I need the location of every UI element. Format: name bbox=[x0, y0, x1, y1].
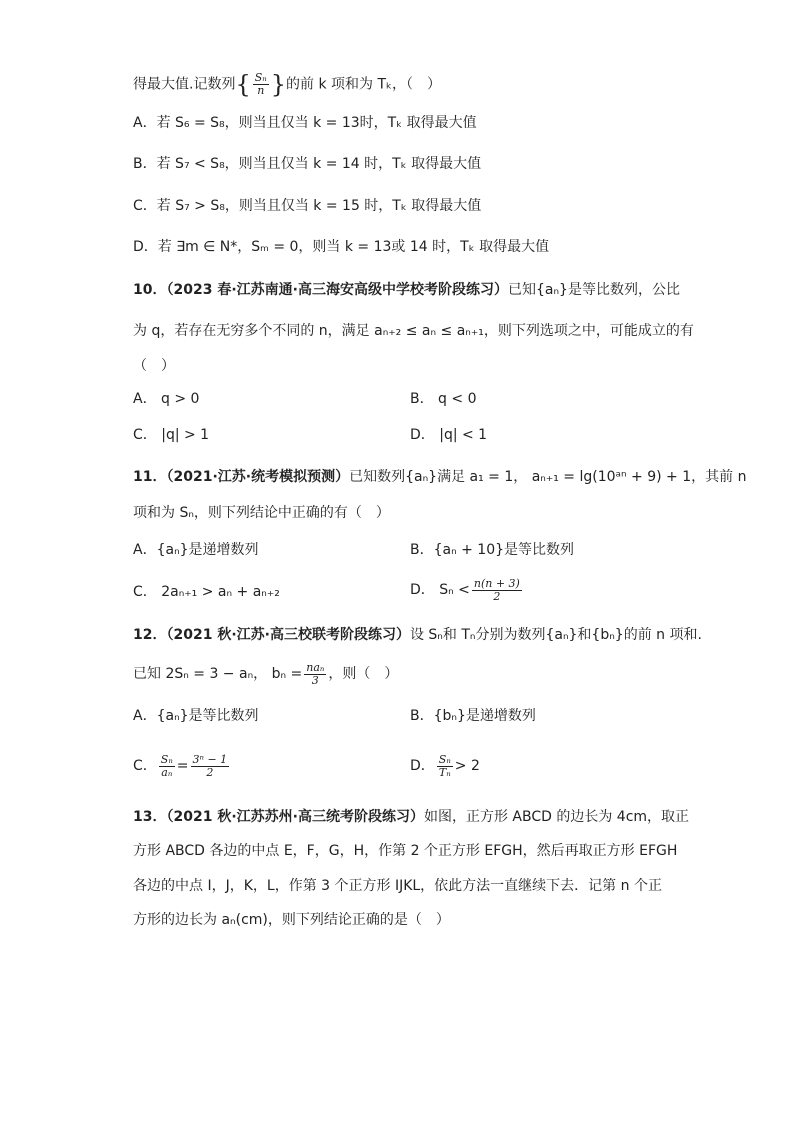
q10-stem1: 已知{aₙ}是等比数列，公比 bbox=[507, 282, 680, 298]
q13-stem-line1 bbox=[133, 807, 689, 827]
q11-option-d[interactable] bbox=[410, 576, 524, 604]
q12-option-c-equals: = bbox=[176, 758, 189, 774]
q9-stem-a: 得最大值.记数列 bbox=[133, 76, 236, 93]
q11-source: （2021·江苏·统考模拟预测） bbox=[166, 469, 350, 485]
q12-option-c-label: C． bbox=[133, 758, 157, 774]
q12-option-d-fraction: $\frac{\text{Sₙ}}{\text{Tₙ}}$ bbox=[438, 752, 451, 779]
q9-option-d[interactable]: D．若 ∃m ∈ N*，Sₘ = 0，则当 k = 13或 14 时，Tₖ 取得最大值 bbox=[133, 239, 550, 255]
q13-source: （2021 秋·江苏苏州·高三统考阶段练习） bbox=[166, 809, 424, 825]
q12-option-b[interactable]: B．{bₙ}是递增数列 bbox=[410, 708, 536, 724]
q10-stem-line1 bbox=[133, 280, 680, 300]
q12-option-d-ineq: > 2 bbox=[454, 758, 480, 774]
q12-option-c-left-fraction: $\frac{\text{Sₙ}}{\text{aₙ}}$ bbox=[160, 752, 173, 779]
q10-option-b[interactable]: B． q < 0 bbox=[410, 391, 477, 407]
q13-stem-line4: 方形的边长为 aₙ(cm)，则下列结论正确的是（ ） bbox=[133, 912, 450, 928]
q11-option-c[interactable]: C． 2aₙ₊₁ > aₙ + aₙ₊₂ bbox=[133, 584, 280, 600]
q11-option-d-fraction: $\frac{n(n + 3)}{2}$ bbox=[473, 576, 520, 603]
q13-number: 13． bbox=[133, 809, 167, 825]
q11-stem-line2: 项和为 Sₙ，则下列结论中正确的有（ ） bbox=[133, 505, 390, 521]
q12-stem1: 设 Sₙ和 Tₙ分别为数列{aₙ}和{bₙ}的前 n 项和. bbox=[409, 627, 702, 643]
q9-option-b[interactable]: B．若 S₇ < S₈，则当且仅当 k = 14 时，Tₖ 取得最大值 bbox=[133, 156, 482, 172]
q12-stem-line1 bbox=[133, 625, 702, 645]
q12-stem2b: ，则（ ） bbox=[328, 666, 399, 682]
right-brace: } bbox=[270, 70, 287, 99]
q13-stem-line3: 各边的中点 I，J，K，L，作第 3 个正方形 IJKL，依此方法一直继续下去．记第 n 个正 bbox=[133, 878, 662, 894]
q10-option-c[interactable]: C． |q| > 1 bbox=[133, 427, 210, 443]
q12-option-a[interactable]: A．{aₙ}是等比数列 bbox=[133, 708, 259, 724]
q12-option-d-label: D． bbox=[410, 758, 435, 774]
q10-option-a[interactable]: A． q > 0 bbox=[133, 391, 200, 407]
q12-number: 12． bbox=[133, 627, 167, 643]
left-brace: { bbox=[235, 70, 251, 99]
q9-stem-b: 的前 k 项和为 Tₖ，（ ） bbox=[286, 76, 441, 93]
q12-option-d[interactable] bbox=[410, 752, 480, 780]
q10-source: （2023 春·江苏南通·高三海安高级中学校考阶段练习） bbox=[166, 282, 508, 298]
q13-stem-line2: 方形 ABCD 各边的中点 E，F，G，H，作第 2 个正方形 EFGH，然后再取正方形 EFGH bbox=[133, 843, 678, 859]
q12-stem-line2 bbox=[133, 660, 398, 688]
q12-option-c-right-fraction: $\frac{\text{3ⁿ − 1}}{2}$ bbox=[192, 752, 228, 779]
q9-stem bbox=[133, 72, 441, 97]
q11-option-a[interactable]: A．{aₙ}是递增数列 bbox=[133, 542, 259, 558]
q11-number: 11． bbox=[133, 469, 167, 485]
q10-stem-line2: 为 q，若存在无穷多个不同的 n，满足 aₙ₊₂ ≤ aₙ ≤ aₙ₊₁，则下列选项之中，可能成立的有 bbox=[133, 323, 694, 339]
seq-fraction: $\frac{\text{Sₙ}}{n}$ bbox=[254, 71, 267, 97]
q12-stem2a: 已知 2Sₙ = 3 − aₙ， bₙ = bbox=[133, 666, 303, 682]
q10-stem-line3: （ ） bbox=[133, 358, 175, 374]
q9-option-a[interactable]: A．若 S₆ = S₈，则当且仅当 k = 13时，Tₖ 取得最大值 bbox=[133, 115, 477, 131]
q12-b-fraction: $\frac{\text{naₙ}}{3}$ bbox=[306, 660, 325, 687]
q11-stem-line1 bbox=[133, 467, 746, 487]
q12-source: （2021 秋·江苏·高三校联考阶段练习） bbox=[166, 627, 410, 643]
q11-stem1: 已知数列{aₙ}满足 a₁ = 1， aₙ₊₁ = lg(10ᵃⁿ + 9) + 1，其前 n bbox=[349, 469, 747, 485]
q13-stem1: 如图，正方形 ABCD 的边长为 4cm，取正 bbox=[423, 809, 690, 825]
q11-option-b[interactable]: B．{aₙ + 10}是等比数列 bbox=[410, 542, 575, 558]
q9-option-c[interactable]: C．若 S₇ > S₈，则当且仅当 k = 15 时，Tₖ 取得最大值 bbox=[133, 198, 482, 214]
q12-option-c[interactable] bbox=[133, 752, 231, 780]
q11-option-d-label: D． Sₙ < bbox=[410, 582, 470, 598]
q10-number: 10． bbox=[133, 282, 167, 298]
q10-option-d[interactable]: D． |q| < 1 bbox=[410, 427, 488, 443]
